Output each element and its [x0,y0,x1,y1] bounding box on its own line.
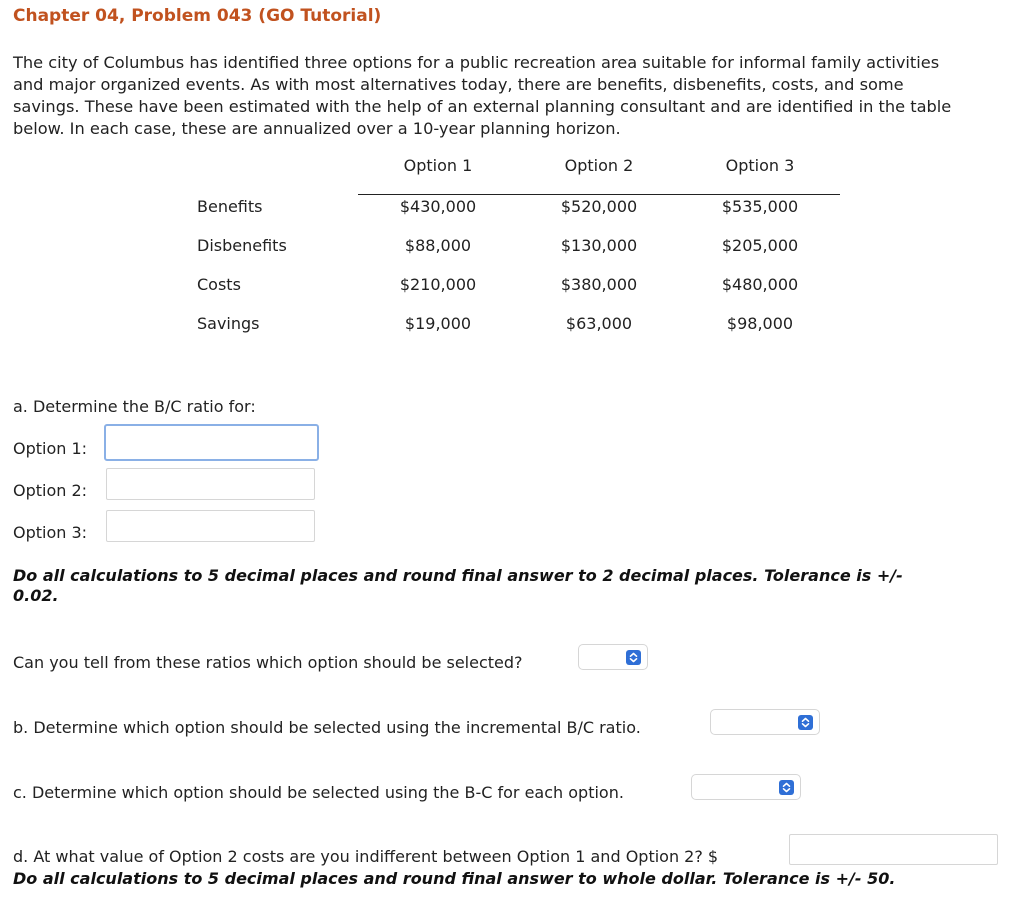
option-2-label: Option 2: [13,481,88,500]
column-header-option-1: Option 1 [403,156,473,175]
incremental-bc-select[interactable] [710,709,820,735]
table-cell: $535,000 [721,197,799,216]
table-cell: $88,000 [404,236,472,255]
b-minus-c-select[interactable] [691,774,801,800]
chevron-up-down-icon [779,780,794,795]
chevron-up-down-icon [798,715,813,730]
row-label-disbenefits: Disbenefits [197,236,287,255]
option-1-label: Option 1: [13,439,88,458]
table-cell: $63,000 [565,314,633,333]
chevron-up-down-icon [626,650,641,665]
rounding-note-line: 0.02. [13,586,59,605]
column-header-option-3: Option 3 [725,156,795,175]
problem-text-line: The city of Columbus has identified three options for a public recreation area suitable for informal family activities [13,53,940,72]
table-cell: $210,000 [399,275,477,294]
page-title: Chapter 04, Problem 043 (GO Tutorial) [13,6,382,26]
ratio-select-question: Can you tell from these ratios which option should be selected? [13,653,523,672]
whole-dollar-note: Do all calculations to 5 decimal places and round final answer to whole dollar. Tolerance is +/- 50. [13,869,896,888]
problem-text-line: savings. These have been estimated with the help of an external planning consultant and are identified in the table [13,97,952,116]
rounding-note [13,566,1013,606]
table-cell: $430,000 [399,197,477,216]
table-cell: $520,000 [560,197,638,216]
table-cell: $480,000 [721,275,799,294]
table-cell: $380,000 [560,275,638,294]
table-cell: $19,000 [404,314,472,333]
column-header-option-2: Option 2 [564,156,634,175]
problem-text-line: below. In each case, these are annualized over a 10-year planning horizon. [13,119,621,138]
rounding-note-line: Do all calculations to 5 decimal places and round final answer to 2 decimal places. Tolerance is +/- [13,566,903,585]
option-2-cost-input[interactable] [789,834,998,865]
table-header-rule [358,194,840,195]
problem-text-line: and major organized events. As with most alternatives today, there are benefits, disbenefits, costs, and some [13,75,904,94]
part-b-prompt: b. Determine which option should be selected using the incremental B/C ratio. [13,718,641,737]
ratio-conclusion-select[interactable] [578,644,648,670]
option-3-label: Option 3: [13,523,88,542]
option-1-bc-input[interactable] [104,424,319,461]
table-cell: $205,000 [721,236,799,255]
part-c-prompt: c. Determine which option should be selected using the B-C for each option. [13,783,624,802]
option-3-bc-input[interactable] [106,510,315,542]
row-label-benefits: Benefits [197,197,263,216]
problem-statement [13,52,1021,140]
table-cell: $130,000 [560,236,638,255]
row-label-costs: Costs [197,275,241,294]
row-label-savings: Savings [197,314,260,333]
part-a-prompt: a. Determine the B/C ratio for: [13,397,256,416]
part-d-prompt: d. At what value of Option 2 costs are you indifferent between Option 1 and Option 2? $ [13,847,719,866]
option-2-bc-input[interactable] [106,468,315,500]
table-cell: $98,000 [726,314,794,333]
